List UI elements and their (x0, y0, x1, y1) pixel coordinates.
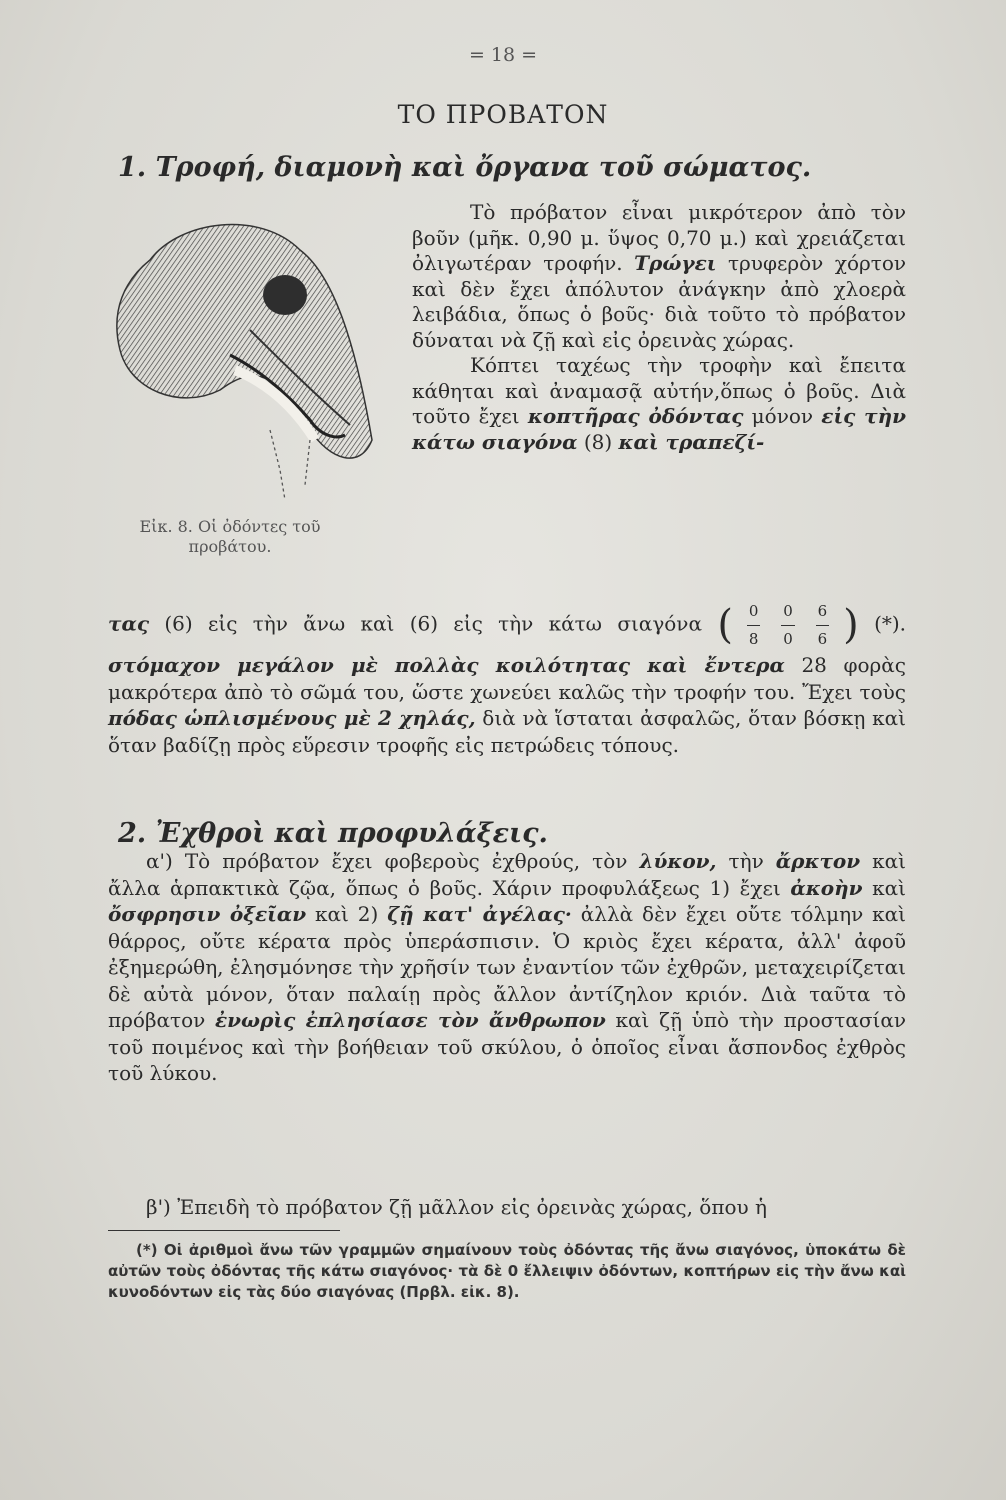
sheep-skull-illustration (110, 200, 390, 510)
section-2-heading: 2. Ἐχθροὶ καὶ προφυλάξεις. (118, 818, 548, 849)
footnote-divider (108, 1230, 340, 1231)
footnote: (*) Οἱ ἀριθμοὶ ἄνω τῶν γραμμῶν σημαίνουν τοὺς ὀδόντας τῆς ἄνω σιαγόνος, ὑποκάτω δὲ αὐτῶν τοὺς ὀδόντας τῆς κάτω σιαγόνος· τὰ δὲ 0 ἔλλειψιν ὀδόντων, κοπτήρων εἰς τὴν ἄνω καὶ κυνοδόντων εἰς τὰς δύο σιαγόνας (Πρβλ. εἰκ. 8). (108, 1241, 906, 1301)
intro-paragraph-2: Κόπτει ταχέως τὴν τροφὴν καὶ ἔπειτα κάθηται καὶ ἀναμασᾷ αὐτήν,ὅπως ὁ βοῦς. Διὰ τοῦτο ἔχει κοπτῆρας ὀδόντας μόνον εἰς τὴν κάτω σιαγόνα (8) καὶ τραπεζί- (412, 353, 906, 454)
figure-caption: Εἰκ. 8. Οἱ ὀδόντες τοῦ προβάτου. (139, 517, 321, 556)
continuation-paragraph: β') Ἐπειδὴ τὸ πρόβατον ζῇ μᾶλλον εἰς ὀρεινὰς χώρας, ὅπου ἡ (146, 1195, 768, 1219)
intro-text (412, 200, 906, 455)
intro-paragraph-1: Τὸ πρόβατον εἶναι μικρότερον ἀπὸ τὸν βοῦν (μῆκ. 0,90 μ. ὕψος 0,70 μ.) καὶ χρειάζεται ὀλιγωτέραν τροφήν. Τρώγει τρυφερὸν χόρτον καὶ δὲν ἔχει ἀπόλυτον ἀνάγκην ἀπὸ χλοερὰ λειβάδια, ὅπως ὁ βοῦς· διὰ τοῦτο τὸ πρόβατον δύναται νὰ ζῇ καὶ εἰς ὀρεινὰς χώρας. (412, 200, 907, 352)
page-number: = 18 = (468, 44, 538, 66)
body-text-2: α') Τὸ πρόβατον ἔχει φοβεροὺς ἐχθρούς, τὸν λύκον, τὴν ἄρκτον καὶ ἄλλα ἁρπακτικὰ ζῷα, ὅπως ὁ βοῦς. Χάριν προφυλάξεως 1) ἔχει ἀκοὴν καὶ ὄσφρησιν ὀξεῖαν καὶ 2) ζῇ κατ' ἀγέλας· ἀλλὰ δὲν ἔχει οὔτε τόλμην καὶ θάρρος, οὔτε κέρατα πρὸς ὑπεράσπισιν. Ὁ κριὸς ἔχει κέρατα, ἀλλ' ἀφοῦ ἐξημερώθη, ἐλησμόνησε τὴν χρῆσίν των ἐναντίον τῶν ἐχθρῶν, μεταχειρίζεται δὲ αὐτὰ μόνον, ὅταν παλαίῃ πρὸς ἄλλον ἀντίζηλον κριόν. Διὰ ταῦτα τὸ πρόβατον ἐνωρὶς ἐπλησίασε τὸν ἄνθρωπον καὶ ζῇ ὑπὸ τὴν προστασίαν τοῦ ποιμένος καὶ τὴν βοήθειαν τοῦ σκύλου, ὁ ὁποῖος εἶναι ἄσπονδος ἐχθρὸς τοῦ λύκου. (108, 849, 907, 1085)
body-text-1: τας (6) εἰς τὴν ἄνω καὶ (6) εἰς τὴν κάτω σιαγόνα ( $\frac{0}{8}$ $\frac{0}{0}$ $\frac{6}{6}$ ) (*). στόμαχον μεγάλον μὲ πολλὰς κοιλότητας καὶ ἔντερα 28 φορὰς μακρότερα ἀπὸ τὸ σῶμά του, ὥστε χωνεύει καλῶς τὴν τροφήν του. Ἔχει τοὺς πόδας ὡπλισμένους μὲ 2 χηλάς, διὰ νὰ ἵσταται ἀσφαλῶς, ὅταν βόσκῃ καὶ ὅταν βαδίζῃ πρὸς εὕρεσιν τροφῆς εἰς πετρώδεις τόπους. (108, 598, 906, 758)
chapter-title: ΤΟ ΠΡΟΒΑΤΟΝ (397, 100, 609, 129)
dental-formula: $\frac{0}{8}$ $\frac{0}{0}$ $\frac{6}{6}$ (739, 598, 837, 652)
section-1-heading: 1. Τροφή, διαμονὴ καὶ ὄργανα τοῦ σώματος. (118, 152, 812, 183)
